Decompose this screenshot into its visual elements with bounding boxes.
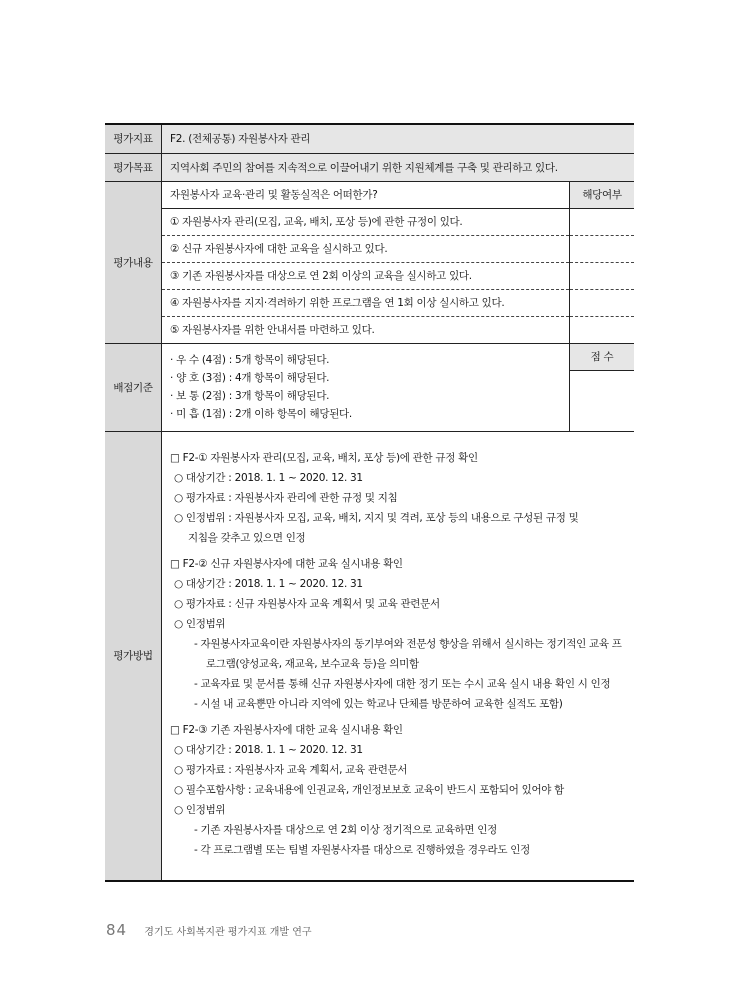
method-section-1 <box>170 448 626 548</box>
recognition-scope: ○ 인정범위 <box>174 803 226 816</box>
criteria-item <box>162 262 634 289</box>
required-items: ○ 필수포함사항 : 교육내용에 인권교육, 개인정보보호 교육이 반드시 포함되어 있어야 함 <box>174 783 565 796</box>
target-period: ○ 대상기간 : 2018. 1. 1 ~ 2020. 12. 31 <box>174 471 363 484</box>
recognition-scope-cont: 지침을 갖추고 있으면 인정 <box>188 531 306 544</box>
goal-label: 평가목표 <box>105 153 162 181</box>
recognition-scope: ○ 인정범위 <box>174 617 226 630</box>
criteria-item <box>162 235 634 262</box>
scoring-line: · 미 흡 (1점) : 2개 이하 항목이 해당된다. <box>170 408 352 420</box>
check-header: 해당여부 <box>570 182 635 209</box>
content-label: 평가내용 <box>105 181 162 343</box>
target-period: ○ 대상기간 : 2018. 1. 1 ~ 2020. 12. 31 <box>174 743 363 756</box>
criteria-check-cell <box>570 262 635 289</box>
score-value-cell <box>570 371 634 431</box>
scope-detail: - 시설 내 교육뿐만 아니라 지역에 있는 학교나 단체를 방문하여 교육한 실적도 포함) <box>194 697 563 710</box>
indicator-label: 평가지표 <box>105 124 162 153</box>
scoring-line: · 보 통 (2점) : 3개 항목이 해당된다. <box>170 390 330 402</box>
criteria-table <box>162 182 634 343</box>
scoring-criteria <box>162 344 570 431</box>
criteria-check-cell <box>570 316 635 343</box>
evaluation-material: ○ 평가자료 : 자원봉사자 관리에 관한 규정 및 지침 <box>174 491 398 504</box>
criteria-item-text: ② 신규 자원봉사자에 대한 교육을 실시하고 있다. <box>162 235 570 262</box>
section-title: □ F2-① 자원봉사자 관리(모집, 교육, 배치, 포상 등)에 관한 규정 확인 <box>170 451 478 464</box>
criteria-item-text: ① 자원봉사자 관리(모집, 교육, 배치, 포상 등)에 관한 규정이 있다. <box>162 208 570 235</box>
scoring-table <box>162 344 634 431</box>
scoring-label: 배점기준 <box>105 343 162 431</box>
score-column <box>570 344 635 431</box>
recognition-scope: ○ 인정범위 : 자원봉사자 모집, 교육, 배치, 지지 및 격려, 포상 등의 내용으로 구성된 규정 및 <box>174 511 579 524</box>
criteria-check-cell <box>570 208 635 235</box>
criteria-item <box>162 289 634 316</box>
scope-detail: - 각 프로그램별 또는 팀별 자원봉사자를 대상으로 진행하였을 경우라도 인정 <box>194 843 530 856</box>
method-cell <box>162 431 635 881</box>
indicator-value: F2. (전체공통) 자원봉사자 관리 <box>162 124 635 153</box>
scope-detail: - 자원봉사자교육이란 자원봉사자의 동기부여와 전문성 향상을 위해서 실시하는 정기적인 교육 프로그램(양성교육, 재교육, 보수교육 등)을 의미함 <box>194 637 622 670</box>
content-question: 자원봉사자 교육·관리 및 활동실적은 어떠한가? <box>162 182 570 209</box>
content-cell <box>162 181 635 343</box>
scoring-line: · 우 수 (4점) : 5개 항목이 해당된다. <box>170 354 330 366</box>
section-title: □ F2-③ 기존 자원봉사자에 대한 교육 실시내용 확인 <box>170 723 403 736</box>
criteria-item-text: ④ 자원봉사자를 지지·격려하기 위한 프로그램을 연 1회 이상 실시하고 있다. <box>162 289 570 316</box>
page-number: 84 <box>106 921 128 939</box>
evaluation-material: ○ 평가자료 : 신규 자원봉사자 교육 계획서 및 교육 관련문서 <box>174 597 440 610</box>
criteria-item <box>162 208 634 235</box>
method-label: 평가방법 <box>105 431 162 881</box>
page-footer <box>106 921 312 939</box>
goal-value: 지역사회 주민의 참여를 지속적으로 이끌어내기 위한 지원체계를 구축 및 관리하고 있다. <box>162 153 635 181</box>
scoring-cell <box>162 343 635 431</box>
evaluation-material: ○ 평가자료 : 자원봉사자 교육 계획서, 교육 관련문서 <box>174 763 408 776</box>
criteria-item-text: ③ 기존 자원봉사자를 대상으로 연 2회 이상의 교육을 실시하고 있다. <box>162 262 570 289</box>
section-title: □ F2-② 신규 자원봉사자에 대한 교육 실시내용 확인 <box>170 557 403 570</box>
criteria-check-cell <box>570 235 635 262</box>
score-header: 점 수 <box>570 344 634 371</box>
scoring-line: · 양 호 (3점) : 4개 항목이 해당된다. <box>170 372 330 384</box>
scope-detail: - 기존 자원봉사자를 대상으로 연 2회 이상 정기적으로 교육하면 인정 <box>194 823 497 836</box>
evaluation-table <box>105 123 634 882</box>
criteria-item <box>162 316 634 343</box>
criteria-item-text: ⑤ 자원봉사자를 위한 안내서를 마련하고 있다. <box>170 324 375 336</box>
target-period: ○ 대상기간 : 2018. 1. 1 ~ 2020. 12. 31 <box>174 577 363 590</box>
footer-title: 경기도 사회복지관 평가지표 개발 연구 <box>144 927 312 938</box>
criteria-check-cell <box>570 289 635 316</box>
method-section-3 <box>170 720 626 860</box>
method-section-2 <box>170 554 626 714</box>
scope-detail: - 교육자료 및 문서를 통해 신규 자원봉사자에 대한 정기 또는 수시 교육 실시 내용 확인 시 인정 <box>194 677 611 690</box>
